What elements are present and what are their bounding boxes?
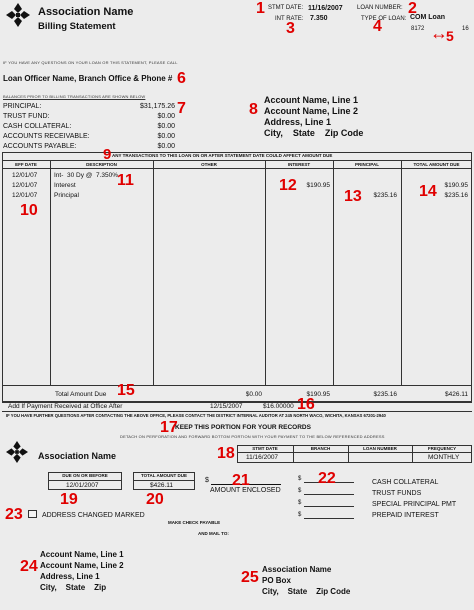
marker-21: 21 <box>232 472 250 489</box>
bottom-account-line2: Account Name, Line 2 <box>40 561 124 570</box>
stub-stmt-date-header: STMT DATE <box>252 446 278 451</box>
alloc-label: SPECIAL PRINCIPAL PMT <box>372 501 457 508</box>
col-header-other: OTHER <box>201 162 217 167</box>
association-logo <box>6 3 30 27</box>
marker-10: 10 <box>20 202 38 219</box>
stub-loan-number-header: LOAN NUMBER <box>363 446 397 451</box>
total-label: Total Amount Due <box>55 391 107 398</box>
keep-portion-text: KEEP THIS PORTION FOR YOUR RECORDS <box>175 424 311 431</box>
marker-1: 1 <box>256 0 265 17</box>
int-rate-label: INT RATE: <box>275 16 304 22</box>
balance-value: $31,175.26 <box>139 103 175 110</box>
due-date-value: 12/01/2007 <box>66 482 99 489</box>
marker-24: 24 <box>20 558 38 575</box>
row-description: Int- 30 Dy @ 7.350% <box>54 172 119 179</box>
loan-number-right: 16 <box>462 26 469 32</box>
balance-value: $0.00 <box>157 143 175 150</box>
loan-number-left: 8172 <box>411 26 425 32</box>
total-due-value: $426.11 <box>150 482 174 489</box>
questions-text: IF YOU HAVE ANY QUESTIONS ON YOUR LOAN OR THIS STATEMENT, PLEASE CALL <box>3 60 178 65</box>
double-arrow-icon: ↔ <box>430 23 448 43</box>
balance-label: ACCOUNTS RECEIVABLE: <box>3 133 90 140</box>
col-header-total: TOTAL AMOUNT DUE <box>413 162 460 167</box>
total-due-label: TOTAL AMOUNT DUE <box>140 473 188 478</box>
alloc-label: PREPAID INTEREST <box>372 512 439 519</box>
association-logo-stub <box>6 441 28 463</box>
stub-frequency: MONTHLY <box>428 454 460 461</box>
bottom-account-address: Address, Line 1 <box>40 572 100 581</box>
marker-6: 6 <box>177 70 186 87</box>
marker-9: 9 <box>103 146 112 163</box>
doc-title: Billing Statement <box>38 21 116 32</box>
amount-enclosed-label: AMOUNT ENCLOSED <box>210 487 281 494</box>
loan-number-label: LOAN NUMBER: <box>357 5 403 11</box>
stub-stmt-date: 11/16/2007 <box>246 454 279 461</box>
marker-13: 13 <box>344 188 362 205</box>
bottom-account-line1: Account Name, Line 1 <box>40 550 124 559</box>
total-amount: $426.11 <box>444 391 468 398</box>
address-changed-checkbox[interactable] <box>28 510 37 518</box>
marker-25: 25 <box>241 569 259 586</box>
col-header-eff-date: EFF DATE <box>15 162 37 167</box>
alloc-dollar: $ <box>298 512 302 518</box>
amount-enclosed-dollar: $ <box>205 477 209 484</box>
row-description: Interest <box>54 182 76 189</box>
alloc-label: CASH COLLATERAL <box>372 479 439 486</box>
account-line2: Account Name, Line 2 <box>264 106 359 116</box>
alloc-input[interactable] <box>304 506 354 507</box>
marker-20: 20 <box>146 491 164 508</box>
balance-label: ACCOUNTS PAYABLE: <box>3 143 77 150</box>
row-interest: $190.95 <box>306 182 330 189</box>
divider <box>2 385 472 386</box>
balance-label: TRUST FUND: <box>3 113 50 120</box>
remit-po-box: PO Box <box>262 576 291 585</box>
type-of-loan-value: COM Loan <box>410 14 445 21</box>
detach-text: DETACH ON PERFORATION AND FORWARD BOTTOM PORTION WITH YOUR PAYMENT TO THE BELOW REFERENCED ADDRESS <box>120 434 385 439</box>
mail-to-text: AND MAIL TO: <box>198 531 229 536</box>
marker-11: 11 <box>117 172 134 189</box>
column-divider <box>265 160 266 385</box>
row-date: 12/01/07 <box>12 182 38 189</box>
row-total: $190.95 <box>444 182 468 189</box>
column-divider <box>153 160 154 385</box>
marker-14: 14 <box>419 183 437 200</box>
account-address: Address, Line 1 <box>264 117 332 127</box>
int-rate-value: 7.350 <box>310 15 328 22</box>
row-principal: $235.16 <box>373 192 397 199</box>
total-interest: $190.95 <box>306 391 330 398</box>
col-header-principal: PRINCIPAL <box>355 162 379 167</box>
column-divider <box>333 160 334 385</box>
alloc-label: TRUST FUNDS <box>372 490 422 497</box>
late-fee-date: 12/15/2007 <box>210 403 243 410</box>
loan-officer: Loan Officer Name, Branch Office & Phone # <box>3 74 173 83</box>
transactions-notice: ANY TRANSACTIONS TO THIS LOAN ON OR AFTER STATEMENT DATE COULD AFFECT AMOUNT DUE <box>112 153 333 158</box>
marker-18: 18 <box>217 445 235 462</box>
col-header-description: DESCRIPTION <box>86 162 117 167</box>
column-divider <box>401 160 402 385</box>
stmt-date-label: STMT DATE: <box>268 5 304 11</box>
account-line1: Account Name, Line 1 <box>264 95 359 105</box>
marker-8: 8 <box>249 101 258 118</box>
org-name: Association Name <box>38 6 134 18</box>
stub-branch-header: BRANCH <box>310 446 331 451</box>
due-date-label: DUE ON OR BEFORE <box>62 473 108 478</box>
balance-label: PRINCIPAL: <box>3 103 42 110</box>
marker-19: 19 <box>60 491 78 508</box>
divider <box>2 411 472 412</box>
row-date: 12/01/07 <box>12 192 38 199</box>
balance-value: $0.00 <box>157 133 175 140</box>
marker-15: 15 <box>117 382 135 399</box>
marker-5: 5 <box>446 28 454 44</box>
alloc-dollar: $ <box>298 476 302 482</box>
late-fee-amount: $16.00000 <box>263 403 294 410</box>
row-date: 12/01/07 <box>12 172 38 179</box>
marker-12: 12 <box>279 177 297 194</box>
marker-2: 2 <box>408 0 417 17</box>
stub-frequency-header: FREQUENCY <box>427 446 457 451</box>
further-questions: IF YOU HAVE FURTHER QUESTIONS AFTER CONTACTING THE ABOVE OFFICE, PLEASE CONTACT THE DISTRICT INTERNAL AUDITOR AT 245 NORTH WACO, WICHITA, KANSAS 67201-2940 <box>6 413 386 418</box>
marker-16: 16 <box>297 396 315 413</box>
marker-17: 17 <box>160 419 178 436</box>
marker-23: 23 <box>5 506 23 523</box>
account-city-line: City, State Zip Code <box>264 128 364 138</box>
row-description: Principal <box>54 192 79 199</box>
balance-value: $0.00 <box>157 123 175 130</box>
remit-city-line: City, State Zip Code <box>262 587 351 596</box>
alloc-input[interactable] <box>304 518 354 519</box>
divider <box>133 480 195 481</box>
address-changed-label: ADDRESS CHANGED MARKED <box>42 512 145 519</box>
bottom-account-city-line: City, State Zip <box>40 583 107 592</box>
balance-value: $0.00 <box>157 113 175 120</box>
marker-22: 22 <box>318 470 336 487</box>
payable-text: MAKE CHECK PAYABLE <box>168 520 221 525</box>
balance-label: CASH COLLATERAL: <box>3 123 72 130</box>
stmt-date-value: 11/16/2007 <box>308 5 343 12</box>
marker-3: 3 <box>286 20 295 37</box>
total-other: $0.00 <box>245 391 262 398</box>
alloc-dollar: $ <box>298 500 302 506</box>
marker-7: 7 <box>177 100 186 117</box>
alloc-input[interactable] <box>304 494 354 495</box>
remit-org-name: Association Name <box>262 565 332 574</box>
balances-heading: BALANCES PRIOR TO BILLING TRANSACTIONS ARE SHOWN BELOW <box>3 94 146 99</box>
type-of-loan-label: TYPE OF LOAN: <box>361 16 407 22</box>
marker-4: 4 <box>373 18 382 35</box>
stub-org-name: Association Name <box>38 451 117 461</box>
divider <box>237 452 472 453</box>
late-fee-label: Add If Payment Received at Office After <box>8 403 123 410</box>
alloc-dollar: $ <box>298 488 302 494</box>
column-divider <box>50 160 51 385</box>
divider <box>48 480 122 481</box>
row-total: $235.16 <box>444 192 468 199</box>
total-principal: $235.16 <box>373 391 397 398</box>
col-header-interest: INTEREST <box>287 162 311 167</box>
